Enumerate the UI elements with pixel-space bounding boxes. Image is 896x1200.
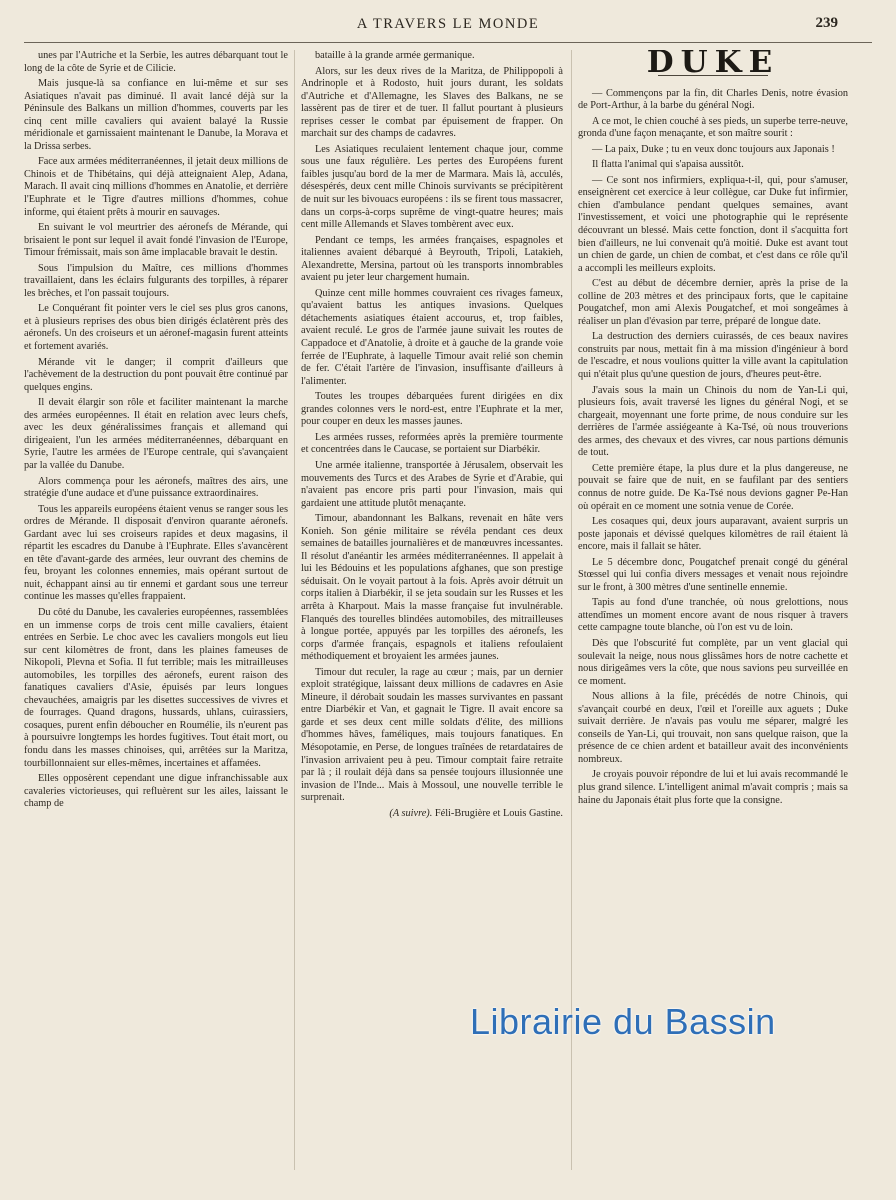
paragraph: Tapis au fond d'une tranchée, où nous grelottions, nous attendîmes un moment encore avant de nous risquer à travers cette campagne toute blanche, où l'on est vu de loin. [578, 597, 848, 634]
article-authors: Féli-Brugière et Louis Gastine. [434, 807, 563, 819]
paragraph: Alors commença pour les aéronefs, maîtres des airs, une stratégie d'une audace et d'une puissance extraordinaires. [24, 475, 288, 500]
paragraph: J'avais sous la main un Chinois du nom de Yan-Li qui, plusieurs fois, avait traversé les lignes du général Nogi, et se chargeait, moyennant une forte prime, de nous conduire sur les derrières de l'armée assiégeante à Ka-Tsé, où nous trouverions des armes, des chevaux et des vivres, car nous partions démunis de tout. [578, 384, 848, 459]
paragraph: unes par l'Autriche et la Serbie, les autres débarquant tout le long de la côte de Syrie et de Cilicie. [24, 50, 288, 74]
paragraph: Il devait élargir son rôle et faciliter maintenant la marche des armées européennes. Il était en relation avec leurs chefs, avec les deux généralissimes français et allemand qui dirigeaient, l'un les armées méditerranéennes, débarquant en Syrie, l'autre les armées de l'Europe centrale, qui s'avançaient par la vallée du Danube. [24, 397, 288, 471]
paragraph: Les Asiatiques reculaient lentement chaque jour, comme sous une faux régulière. Les pertes des Européens furent faibles jusqu'au bord de la mer de Marmara. Mais là, acculés, désespérés, deux cent mille Chinois survivants se précipitèrent de nuit sur les bivouacs européens : ils se firent tous massacrer, dans un corps-à-corps suprême de vingt-quatre heures; mais cent mille Allemands et Slaves tombèrent avec eux. [301, 143, 563, 231]
to-be-continued: (A suivre). [389, 807, 433, 819]
paragraph: Je croyais pouvoir répondre de lui et lui avais recommandé le plus grand silence. L'intelligent animal m'avait compris ; mais sa haine du Japonais était plus forte que la consigne. [578, 769, 848, 806]
paragraph: Timour, abandonnant les Balkans, revenait en hâte vers Konieh. Son génie militaire se révéla pendant ces deux semaines de batailles journalières et de manœuvres incessantes. Il résolut d'anéantir les armées méditerranéennes. Il appelait à lui les Bédouins et les populations afghanes, que son prestige séduisait. On le voyait partout à la fois. Après avoir détruit un corps italien à Diarbékir, il se jeta soudain sur les Russes et les arrêta à Kharpout. Mais la masse française fut invulnérable. Flanqués des tourelles blindées automobiles, des mitrailleuses à longue portée, appuyés par les torpilles des aéronefs, les corps d'armée français, espagnols et italiens refoulaient méthodiquement et broyaient les armées jaunes. [301, 513, 563, 663]
column-divider [294, 50, 295, 1170]
page-header [0, 14, 896, 40]
paragraph: En suivant le vol meurtrier des aéronefs de Mérande, qui brisaient le pont sur lequel il avait fondé l'invasion de l'Europe, Timour frémissait, mais son âme implacable bravait le destin. [24, 222, 288, 259]
page-number: 239 [815, 15, 838, 31]
paragraph: Dès que l'obscurité fut complète, par un vent glacial qui soulevait la neige, nous nous glissâmes hors de notre cachette et nous dirigeâmes vers la côte, que nous savions peu surveillée en ce moment. [578, 637, 848, 687]
paragraph: Quinze cent mille hommes couvraient ces rivages fameux, qu'avaient battus les antiques invasions. Quelques détachements asiatiques étaient accourus, et, trop faibles, avaient reculé. Le gros de l'armée jaune suivait les routes de Cappadoce et d'Anatolie, à droite et à gauche de la grande voie ferrée de l'Euphrate, à laquelle Timour avait relié son chemin de fer. C'était l'artère de l'invasion, insuffisante d'ailleurs à l'alimenter. [301, 287, 563, 387]
story-title: DUKE [646, 50, 780, 80]
watermark-logo: Librairie du Bassin [470, 1001, 776, 1042]
paragraph: Les armées russes, reformées après la première tourmente et concentrées dans le Caucase, se portaient sur Diarbékir. [301, 431, 563, 456]
paragraph: Le 5 décembre donc, Pougatchef prenait congé du général Stœssel qui lui confia divers messages et venait nous rejoindre sur le front, à 300 mètres d'une sentinelle ennemie. [578, 556, 848, 593]
paragraph: Mais jusque-là sa confiance en lui-même et sur ses Asiatiques n'avait pas diminué. Il avait lancé déjà sur la Péninsule des Balkans un million d'hommes, couverts par les cinq cent mille cavaliers qui avaient balayé la Russie méridionale et garnissaient maintenant le Danube, la Morava et la Drissa serbes. [24, 78, 288, 152]
running-title: A TRAVERS LE MONDE [356, 16, 540, 32]
paragraph: Toutes les troupes débarquées furent dirigées en dix grandes colonnes vers le nord-est, entre l'Euphrate et la mer, pour couper en deux les masses jaunes. [301, 391, 563, 428]
story-text [578, 88, 848, 808]
paragraph: Les cosaques qui, deux jours auparavant, avaient surpris un poste japonais et dévissé quelques kilomètres de rail étaient là encore, mais il fallait se hâter. [578, 516, 848, 553]
paragraph: Face aux armées méditerranéennes, il jetait deux millions de Chinois et de Thibétains, qui déjà atteignaient Alep, Adana, Marach. Il avait cinq millions d'hommes en Anatolie, et derrière l'Euphrate et le Tigre d'autres millions d'hommes, cohue informe, qui étaient prêts à mourir en sauvages. [24, 156, 288, 218]
paragraph: Le Conquérant fit pointer vers le ciel ses plus gros canons, et à plusieurs reprises des obus bien dirigés éclatèrent près des aéronefs. Un des croiseurs et un aéronef-magasin furent atteints et fortement avariés. [24, 303, 288, 353]
paragraph: Nous allions à la file, précédés de notre Chinois, qui s'avançait courbé en deux, l'œil et l'oreille aux aguets ; Duke suivait derrière. Je n'avais pas voulu me séparer, malgré les conseils de Yan-Li, qui trouvait, non sans quelque raison, que la présence de ce chien ardent et batailleur avait des inconvénients nombreux. [578, 691, 848, 765]
paragraph: A ce mot, le chien couché à ses pieds, un superbe terre-neuve, gronda d'une façon menaçante, et son maître sourit : [578, 115, 848, 140]
paragraph: bataille à la grande armée germanique. [315, 50, 475, 61]
paragraph: — Commençons par la fin, dit Charles Denis, notre évasion de Port-Arthur, à la barbe du général Nogi. [578, 87, 848, 112]
paragraph: Timour dut reculer, la rage au cœur ; mais, par un dernier exploit stratégique, laissant deux millions de cadavres en Asie Mineure, il dérobait soudain les masses survivantes en passant entre Diarbékir et Van, et gagnait le Tigre. Il avait encore sa garde et ses deux cent mille soldats d'élite, des millions d'hommes hâves, faméliques, mais toujours fanatiques. En Mésopotamie, en Perse, de longues traînées de retardataires de l'invasion arrivaient peu à peu. Timour comptait faire retraite par là ; il roulait déjà dans sa pensée toujours illusionnée une invasion de l'Inde... Mais à Mossoul, une nouvelle terrible le surprenait. [301, 666, 563, 804]
column-left [24, 50, 288, 1175]
header-rule [24, 42, 872, 43]
column-middle-text [301, 50, 563, 805]
paragraph: La destruction des derniers cuirassés, de ces beaux navires construits par nous, mettait fin à ma mission d'ingénieur à bord de l'escadre, et nous voulions quitter la ville avant la capitulation qui n'était plus qu'une question de jours, d'heures peut-être. [578, 331, 848, 381]
paragraph: Sous l'impulsion du Maître, ces millions d'hommes travaillaient, dans les éclairs fulgurants des torpilles, à réparer les brèches, et l'on passait toujours. [24, 262, 288, 299]
paragraph: Du côté du Danube, les cavaleries européennes, rassemblées en un immense corps de trois cent mille cavaliers, étaient entrées en Serbie. Le choc avec les cavaliers mongols eut lieu sur cent kilomètres de front, dans les plaines fameuses de Nikopoli, Plevna et Sofia. Il fut terrible; mais les mitrailleuses automobiles, les torpilles des aéronefs, eurent raison des fanatiques cavaliers d'Asie, épuisés par leurs longues chevauchées, amaigris par les disettes successives de vivres et de fourrages. Quand dragons, hussards, uhlans, cuirassiers, cosaques, purent enfin déboucher en Roumélie, ils n'eurent pas à poursuivre longtemps les hordes fugitives. Tout était mort, ou fondu dans les masses chinoises, qui, arrêtées sur la Maritza, tourbillonnaient sur elles-mêmes, incertaines et affamées. [24, 606, 288, 769]
paragraph: Une armée italienne, transportée à Jérusalem, observait les mouvements des Turcs et des Arabes de Syrie et d'Arabie, qui n'avaient pas encore pris parti pour l'invasion, mais qui gardaient une attitude plutôt menaçante. [301, 459, 563, 509]
paragraph: Pendant ce temps, les armées françaises, espagnoles et italiennes avaient débarqué à Beyrouth, Tripoli, Latakieh, Alexandrette, Mersina, partout où les transports innombrables avaient pu jeter leur chargement humain. [301, 234, 563, 284]
paragraph: Elles opposèrent cependant une digue infranchissable aux cavaleries victorieuses, qui refluèrent sur les ailes, laissant le champ de [24, 773, 288, 810]
paragraph: Mérande vit le danger; il comprit d'ailleurs que l'achèvement de la destruction du pont pouvait être continué par quelques engins. [24, 356, 288, 393]
article-signature [301, 808, 563, 821]
paragraph: — Ce sont nos infirmiers, expliqua-t-il, qui, pour s'amuser, enseignèrent cet exercice à leur collègue, car Duke fut infirmier, chien d'ambulance pendant quelques semaines, avant l'investissement, et voici une photographie qui le représente découvrant un blessé. Mais cette fonction, dont il s'acquitta fort bien d'ailleurs, ne lui convenait qu'à moitié. Duke est avant tout un chien de garde, un chien de combat, et c'est dans ce rôle qu'il a accompli les meilleurs exploits. [578, 174, 848, 274]
paragraph: Cette première étape, la plus dure et la plus dangereuse, ne pouvait se faire que de nuit, en se faufilant par des sentiers connus de notre guide. De Ka-Tsé nous devions gagner Pe-Han où opérait en ce moment une sotnia venue de Corée. [578, 462, 848, 512]
paragraph: C'est au début de décembre dernier, après la prise de la colline de 203 mètres et des principaux forts, que le capitaine Pougatchef, mon ami Alexis Pougatchef, et moi songeâmes à réaliser un plan d'évasion par terre, préparé de longue date. [578, 278, 848, 327]
paragraph: — La paix, Duke ; tu en veux donc toujours aux Japonais ! [592, 143, 835, 155]
paragraph: Il flatta l'animal qui s'apaisa aussitôt. [592, 159, 744, 171]
paragraph: Tous les appareils européens étaient venus se ranger sous les ordres de Mérande. Il disposait d'environ quarante aéronefs. Gardant avec lui ses croiseurs rapides et deux magasins, il répartit les escadres du Danube à l'Euphrate. Elles s'avancèrent en tête d'avant-garde des armées, leur ouvrant des chemins de feu, broyant les colonnes ennemies, mais opérant surtout de nuit, échappant ainsi au tir ennemi et gardant sous une terreur continue les masses qu'elles frappaient. [24, 503, 288, 603]
paragraph: Alors, sur les deux rives de la Maritza, de Philippopoli à Andrinople et à Rodosto, huit jours durant, les soldats d'Autriche et d'Allemagne, les Slaves des Balkans, ne se lassèrent pas de tirer et de tuer. Il fallut pourtant à plusieurs reprises cesser le combat par épuisement de frapper. On marchait sur des champs de cadavres. [301, 65, 563, 140]
